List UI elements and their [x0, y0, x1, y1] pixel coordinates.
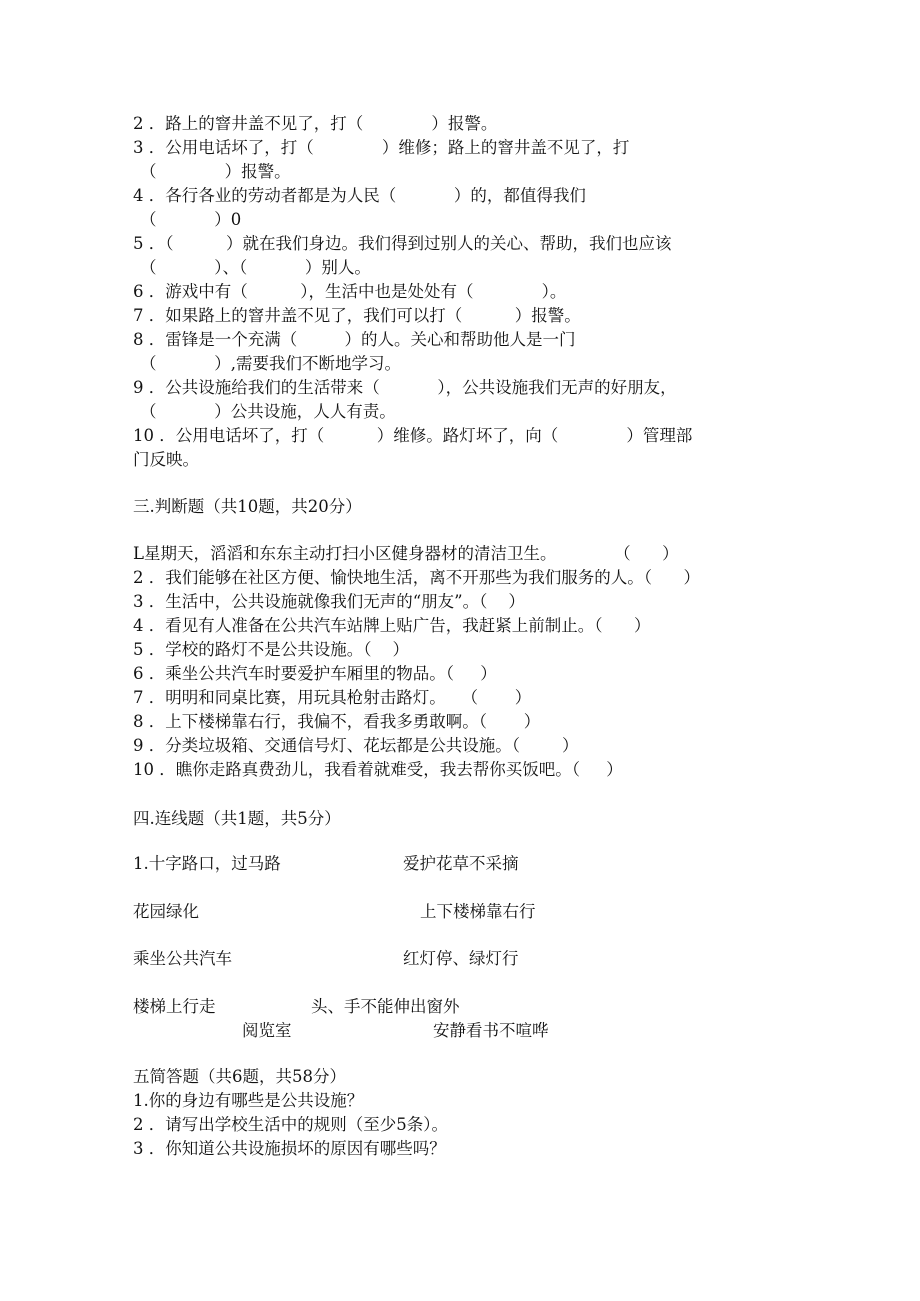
question-line: L星期天，滔滔和东东主动打扫小区健身器材的清洁卫生。 （ ） [133, 544, 679, 563]
match-right-item: 头、手不能伸出窗外 [311, 997, 460, 1016]
section-title-short-answer: 五简答题（共6题，共58分） [133, 1067, 346, 1086]
question-line: 7 ．明明和同桌比赛，用玩具枪射击路灯。 （ ） [133, 688, 532, 707]
question-line: （ ）报警。 [140, 162, 291, 181]
match-left-item: 乘坐公共汽车 [133, 949, 232, 968]
question-line: 10 ．公用电话坏了，打（ ）维修。路灯坏了，向（ ）管理部 [133, 426, 693, 445]
question-line: 5 ．学校的路灯不是公共设施。（ ） [133, 640, 409, 659]
question-line: 5 ．（ ）就在我们身边。我们得到过别人的关心、帮助，我们也应该 [133, 234, 672, 253]
match-left-item: 1.十字路口，过马路 [133, 854, 281, 873]
question-line: 6 ．乘坐公共汽车时要爱护车厢里的物品。（ ） [133, 664, 497, 683]
match-right-item: 安静看书不喧哗 [433, 1021, 549, 1040]
question-line: 2 ．请写出学校生活中的规则（至少5条）。 [133, 1115, 448, 1134]
question-line: 2 ．我们能够在社区方便、愉快地生活，离不开那些为我们服务的人。（ ） [133, 568, 700, 587]
question-line: （ ）,需要我们不断地学习。 [140, 354, 401, 373]
match-right-item: 上下楼梯靠右行 [420, 902, 536, 921]
section-title-match: 四.连线题（共1题，共5分） [133, 809, 341, 828]
question-line: 9 ．公共设施给我们的生活带来（ ），公共设施我们无声的好朋友， [133, 378, 677, 397]
question-line: 6 ．游戏中有（ ），生活中也是处处有（ ）。 [133, 282, 567, 301]
question-line: 2 ．路上的窨井盖不见了，打（ ）报警。 [133, 114, 498, 133]
match-left-item: 楼梯上行走 [133, 997, 216, 1016]
question-line: 8 ．上下楼梯靠右行，我偏不，看我多勇敢啊。（ ） [133, 712, 541, 731]
question-line: 7 ．如果路上的窨井盖不见了，我们可以打（ ）报警。 [133, 306, 581, 325]
question-line: 10 ．瞧你走路真费劲儿，我看着就难受，我去帮你买饭吧。（ ） [133, 760, 623, 779]
match-left-item: 阅览室 [242, 1021, 292, 1040]
question-line: 4 ．各行各业的劳动者都是为人民（ ）的，都值得我们 [133, 186, 586, 205]
match-right-item: 红灯停、绿灯行 [403, 949, 519, 968]
match-right-item: 爱护花草不采摘 [403, 854, 519, 873]
question-line: 8 ．雷锋是一个充满（ ）的人。关心和帮助他人是一门 [133, 330, 576, 349]
question-line: 3 ．生活中，公共设施就像我们无声的“朋友”。（ ） [133, 592, 525, 611]
question-line: 3 ．你知道公共设施损坏的原因有哪些吗？ [133, 1139, 446, 1158]
question-line: （ ）0 [140, 210, 242, 229]
match-left-item: 花园绿化 [133, 902, 199, 921]
question-line: 门反映。 [133, 450, 199, 469]
question-line: （ ）、（ ）别人。 [140, 258, 371, 277]
question-line: 4 ．看见有人准备在公共汽车站牌上贴广告，我赶紧上前制止。（ ） [133, 616, 651, 635]
question-line: （ ）公共设施，人人有责。 [140, 402, 396, 421]
question-line: 3 ．公用电话坏了，打（ ）维修；路上的窨井盖不见了，打 [133, 138, 630, 157]
question-line: 1.你的身边有哪些是公共设施？ [133, 1091, 364, 1110]
question-line: 9 ．分类垃圾箱、交通信号灯、花坛都是公共设施。（ ） [133, 736, 579, 755]
section-title-judge: 三.判断题（共10题，共20分） [133, 497, 362, 516]
